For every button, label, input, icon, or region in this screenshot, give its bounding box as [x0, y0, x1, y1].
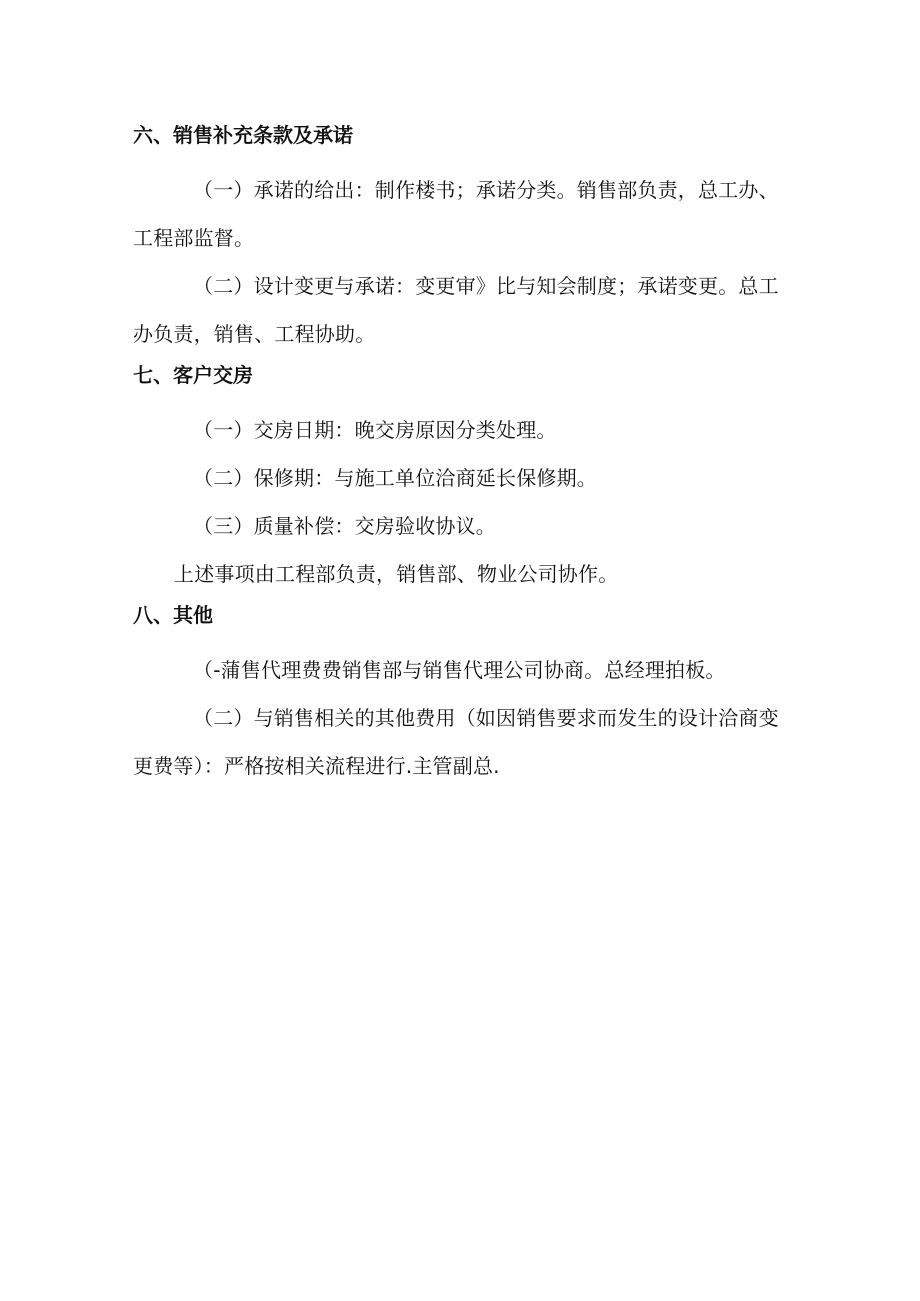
section-heading: 六、销售补充条款及承诺 [133, 123, 353, 147]
section-eight [133, 598, 792, 790]
section-heading: 七、客户交房 [133, 363, 253, 387]
paragraph: （-蒲售代理费费销售部与销售代理公司协商。总经理拍板。 [193, 658, 726, 682]
paragraph: （三）质量补偿：交房验收协议。 [193, 514, 496, 538]
paragraph: （二）保修期：与施工单位洽商延长保修期。 [193, 466, 597, 490]
summary-paragraph: 上述事项由工程部负责，销售部、物业公司协作。 [174, 562, 619, 586]
paragraph: （二）设计变更与承诺：变更审》比与知会制度；承诺变更。总工办负责，销售、工程协助。 [133, 274, 779, 346]
section-heading: 八、其他 [133, 603, 213, 627]
paragraph: （二）与销售相关的其他费用（如因销售要求而发生的设计洽商变更费等）：严格按相关流程进行.主管副总. [133, 706, 779, 778]
paragraph: （一）交房日期：晚交房原因分类处理。 [193, 418, 557, 442]
paragraph: （一）承诺的给出：制作楼书；承诺分类。销售部负责，总工办、工程部监督。 [133, 178, 779, 250]
section-seven [133, 358, 792, 598]
section-six [133, 118, 792, 358]
